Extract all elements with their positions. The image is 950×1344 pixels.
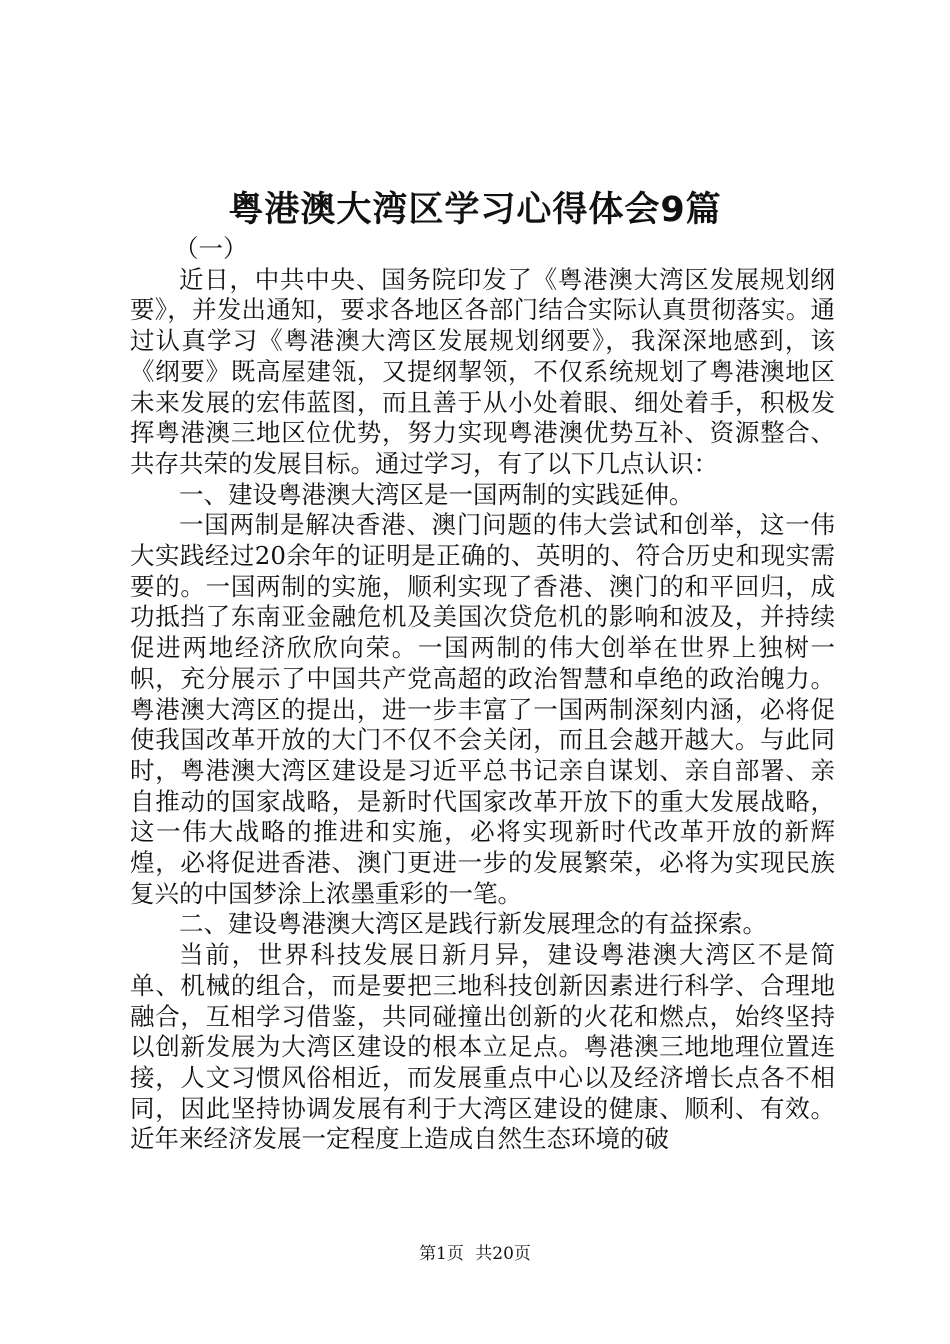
- page-footer: [0, 1243, 950, 1265]
- paragraph-one-country-two-systems: 一国两制是解决香港、澳门问题的伟大尝试和创举，这一伟大实践经过20余年的证明是正确的、英明的、符合历史和现实需要的。一国两制的实施，顺利实现了香港、澳门的和平回归，成功抵挡了东南亚金融危机及美国次贷危机的影响和波及，并持续促进两地经济欣欣向荣。一国两制的伟大创举在世界上独树一帜，充分展示了中国共产党高超的政治智慧和卓绝的政治魄力。粤港澳大湾区的提出，进一步丰富了一国两制深刻内涵，必将促使我国改革开放的大门不仅不会关闭，而且会越开越大。与此同时，粤港澳大湾区建设是习近平总书记亲自谋划、亲自部署、亲自推动的国家战略，是新时代国家改革开放下的重大发展战略，这一伟大战略的推进和实施，必将实现新时代改革开放的新辉煌，必将促进香港、澳门更进一步的发展繁荣，必将为实现民族复兴的中国梦涂上浓墨重彩的一笔。: [130, 510, 835, 908]
- document-title: 粤港澳大湾区学习心得体会9篇: [228, 190, 722, 230]
- heading-point-two: 二、建设粤港澳大湾区是践行新发展理念的有益探索。: [179, 909, 767, 939]
- page-number: 第1页: [419, 1244, 464, 1264]
- heading-point-one: 一、建设粤港澳大湾区是一国两制的实践延伸。: [179, 479, 694, 509]
- paragraph-intro: 近日，中共中央、国务院印发了《粤港澳大湾区发展规划纲要》，并发出通知，要求各地区各部门结合实际认真贯彻落实。通过认真学习《粤港澳大湾区发展规划纲要》，我深深地感到，该《纲要》既高屋建瓴，又提纲挈领，不仅系统规划了粤港澳地区未来发展的宏伟蓝图，而且善于从小处着眼、细处着手，积极发挥粤港澳三地区位优势，努力实现粤港澳优势互补、资源整合、共存共荣的发展目标。通过学习，有了以下几点认识：: [130, 264, 835, 478]
- section-marker: （一）: [174, 234, 248, 263]
- document-body: [130, 234, 835, 1155]
- paragraph-new-development: 当前，世界科技发展日新月异，建设粤港澳大湾区不是简单、机械的组合，而是要把三地科技创新因素进行科学、合理地融合，互相学习借鉴，共同碰撞出创新的火花和燃点，始终坚持以创新发展为大湾区建设的根本立足点。粤港澳三地地理位置连接，人文习惯风俗相近，而发展重点中心以及经济增长点各不相同，因此坚持协调发展有利于大湾区建设的健康、顺利、有效。近年来经济发展一定程度上造成自然生态环境的破: [130, 940, 835, 1154]
- page-total: 共20页: [475, 1244, 531, 1264]
